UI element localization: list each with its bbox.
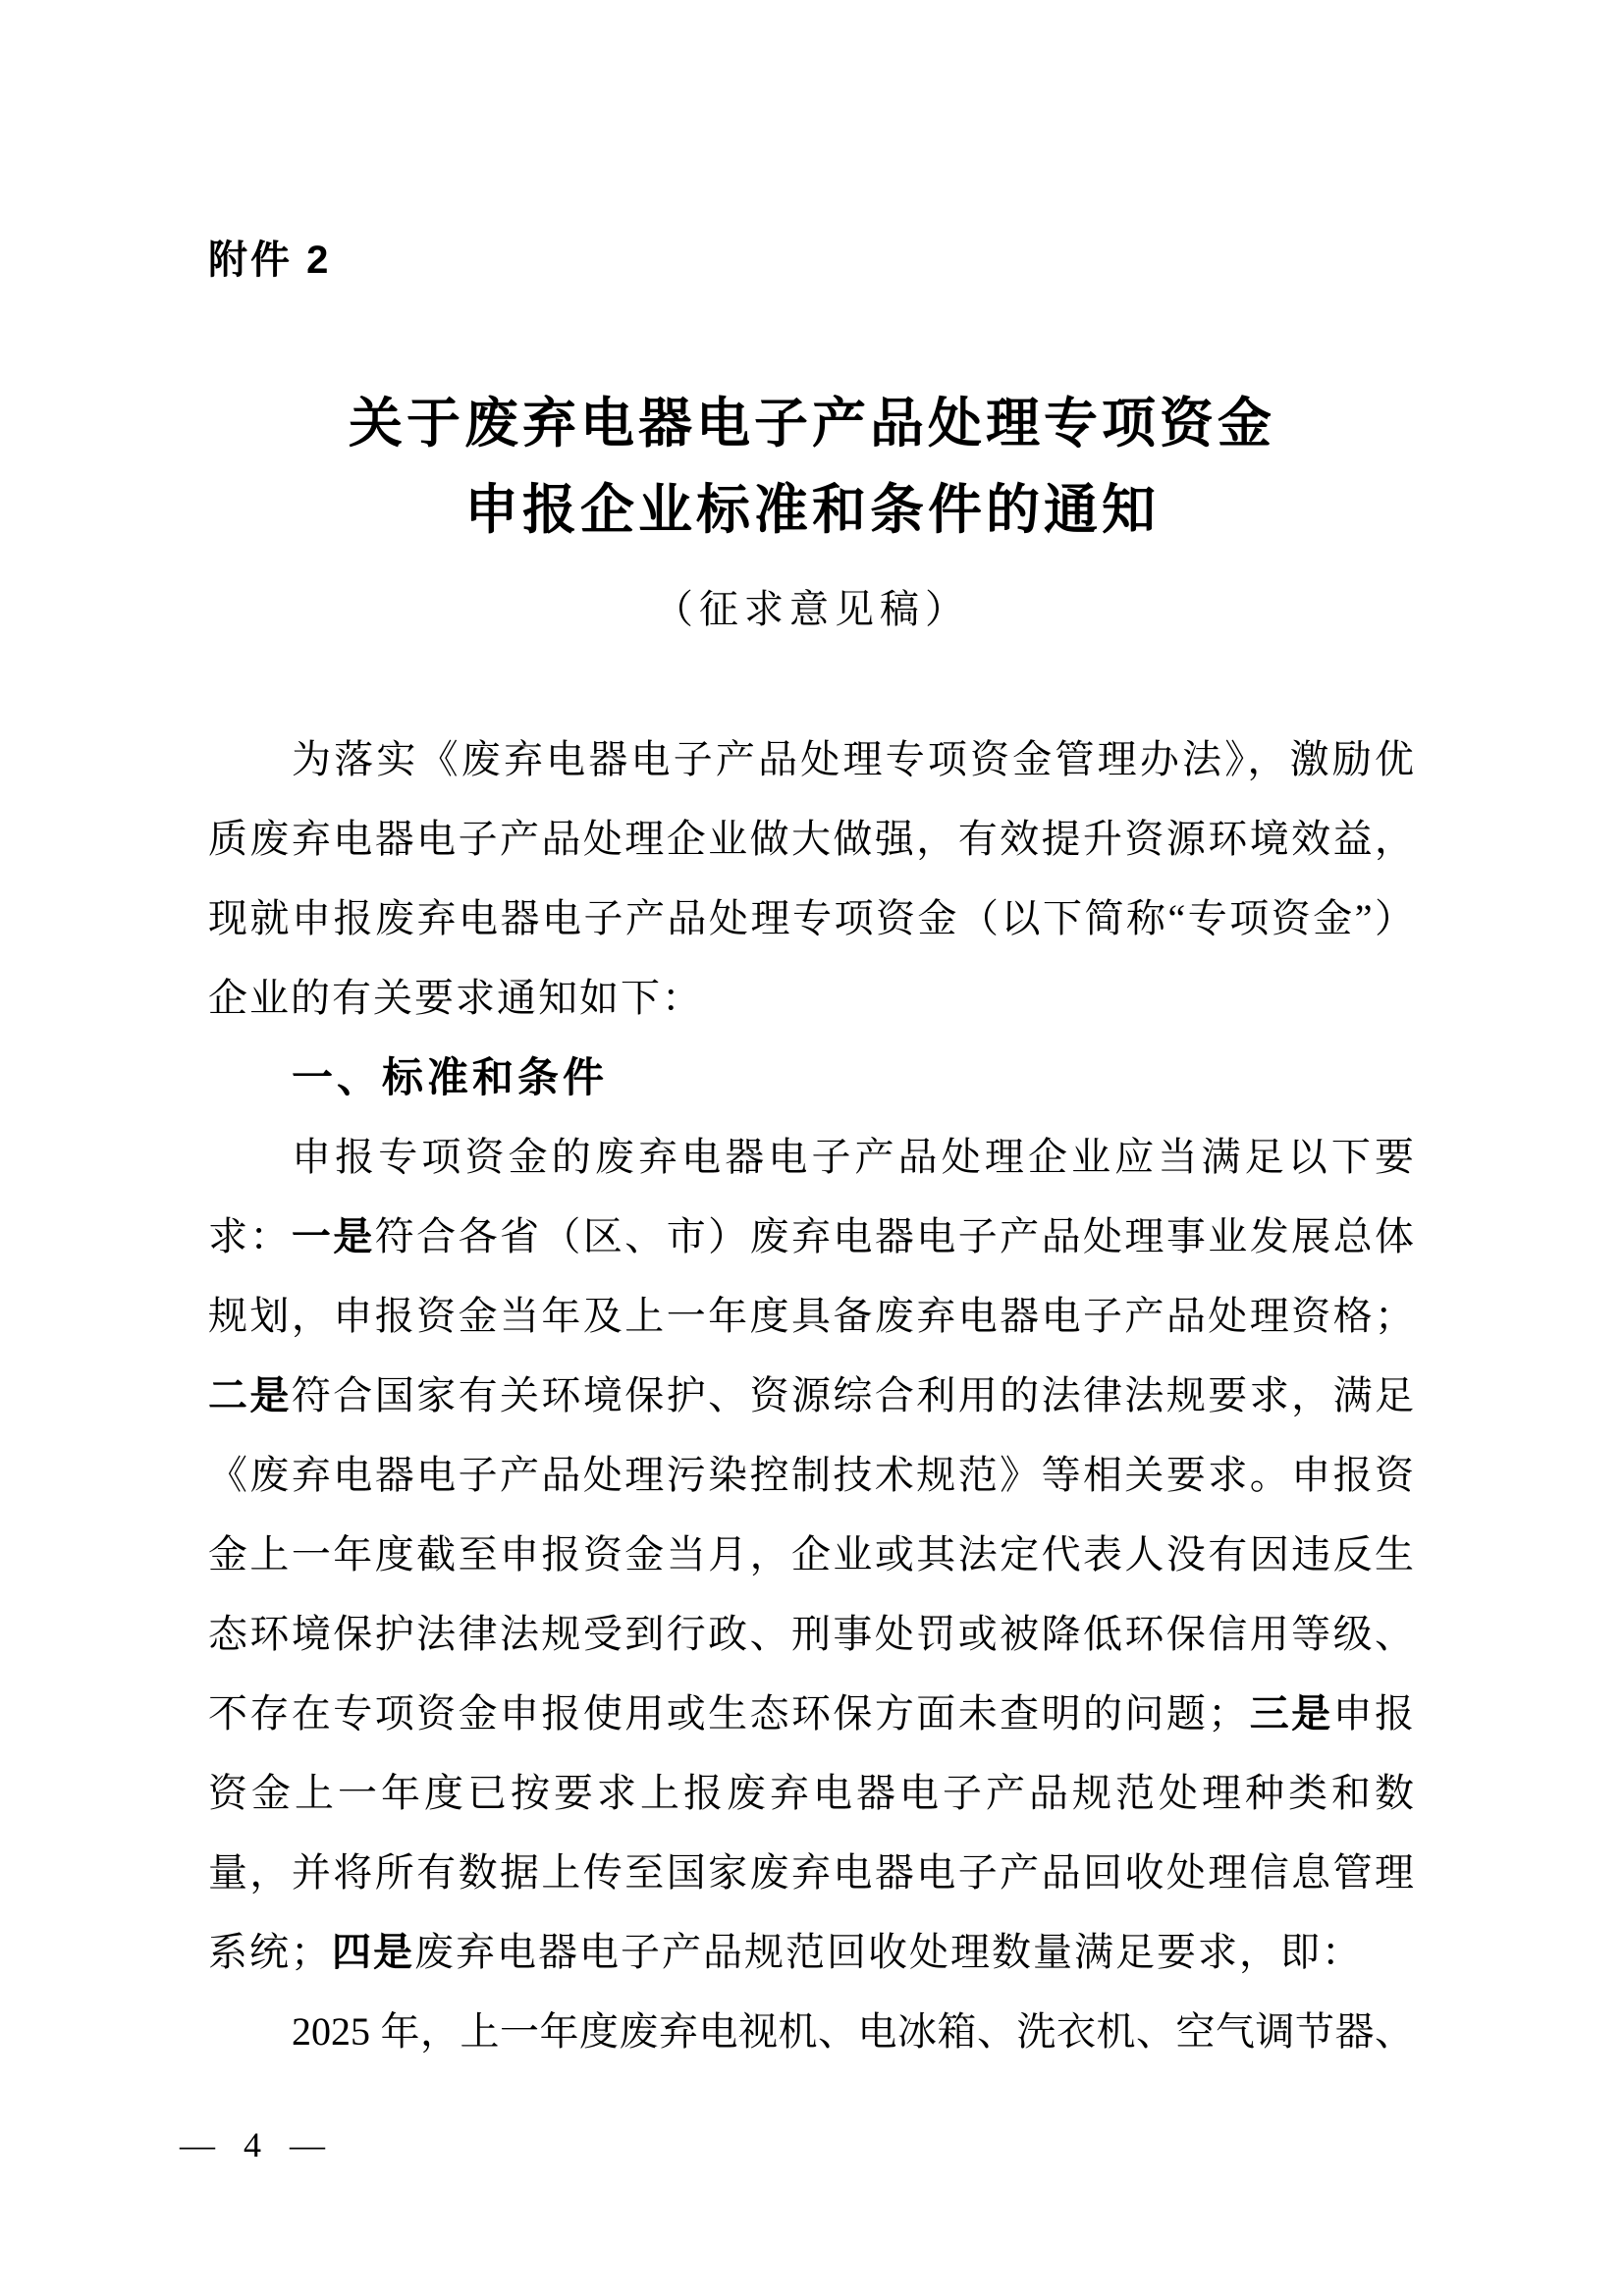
body-line: 规划，申报资金当年及上一年度具备废弃电器电子产品处理资格； (208, 1294, 1414, 1338)
body-line: 《废弃电器电子产品处理污染控制技术规范》等相关要求。申报资 (208, 1453, 1414, 1497)
body-line: 质废弃电器电子产品处理企业做大做强，有效提升资源环境效益， (208, 817, 1414, 861)
body-line: 不存在专项资金申报使用或生态环保方面未查明的问题；三是申报 (208, 1691, 1415, 1735)
section-heading: 一、标准和条件 (292, 1054, 609, 1100)
body-line: 求：一是符合各省（区、市）废弃电器电子产品处理事业发展总体 (208, 1214, 1415, 1258)
document-title-line-1: 关于废弃电器电子产品处理专项资金 (348, 394, 1275, 454)
body-line: 为落实《废弃电器电子产品处理专项资金管理办法》，激励优 (292, 737, 1414, 781)
body-line: 金上一年度截至申报资金当月，企业或其法定代表人没有因违反生 (208, 1532, 1414, 1576)
attachment-label: 附件 2 (208, 239, 332, 282)
body-line: 系统；四是废弃电器电子产品规范回收处理数量满足要求，即： (208, 1930, 1363, 1974)
body-line: 2025 年，上一年度废弃电视机、电冰箱、洗衣机、空气调节器、 (292, 2009, 1414, 2054)
body-line: 现就申报废弃电器电子产品处理专项资金（以下简称“专项资金”） (208, 896, 1414, 940)
document-title-line-2: 申报企业标准和条件的通知 (463, 480, 1160, 540)
body-line: 资金上一年度已按要求上报废弃电器电子产品规范处理种类和数 (208, 1771, 1414, 1815)
body-line: 企业的有关要求通知如下： (208, 976, 703, 1020)
document-subtitle: （征求意见稿） (654, 587, 970, 631)
document-body (208, 720, 1414, 2071)
body-line: 态环境保护法律法规受到行政、刑事处罚或被降低环保信用等级、 (208, 1612, 1414, 1656)
body-line: 二是符合国家有关环境保护、资源综合利用的法律法规要求，满足 (208, 1373, 1415, 1417)
page-number: — 4 — (180, 2125, 335, 2164)
document-title (0, 381, 1624, 554)
body-line: 申报专项资金的废弃电器电子产品处理企业应当满足以下要 (292, 1135, 1414, 1179)
body-line: 量，并将所有数据上传至国家废弃电器电子产品回收处理信息管理 (208, 1850, 1414, 1895)
